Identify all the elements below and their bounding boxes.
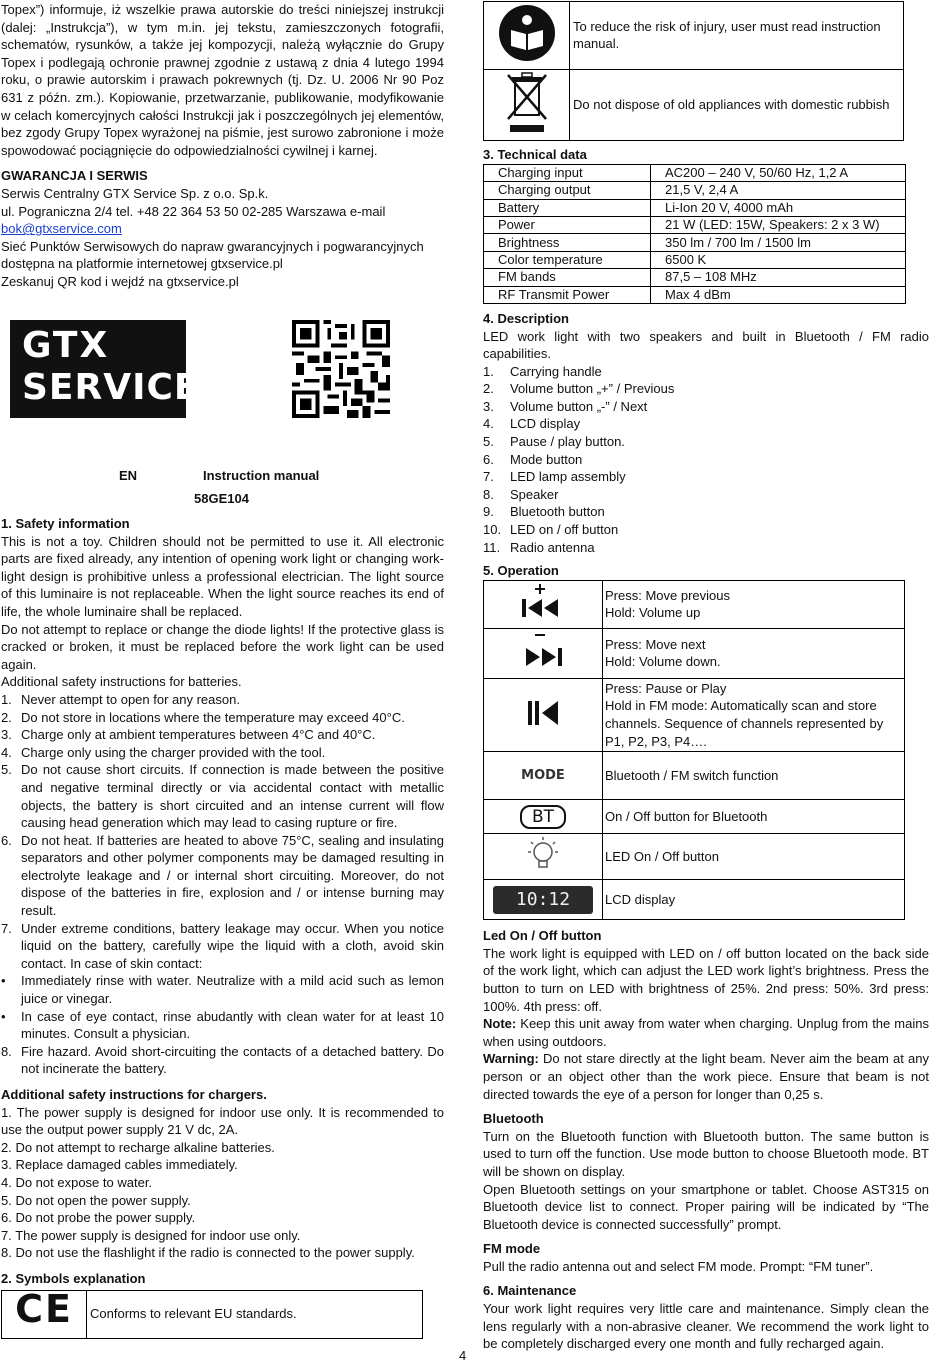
bluetooth-paragraph: Turn on the Bluetooth function with Bluetooth button. The same button is used to turn off the function. Use mode button to choose Bluetooth mode. BT will be shown on display. — [483, 1128, 929, 1179]
section-heading: 5. Operation — [483, 563, 559, 579]
symbol-description: Do not dispose of old appliances with domestic rubbish — [570, 69, 904, 141]
read-manual-icon — [484, 2, 570, 70]
manual-title: Instruction manual — [203, 468, 320, 483]
mode-icon: MODE — [484, 752, 603, 800]
table-row: Charging output 21,5 V, 2,4 A — [484, 182, 906, 199]
warranty-email-link[interactable]: bok@gtxservice.com — [1, 221, 122, 237]
gtx-service-logo — [10, 320, 200, 418]
section-heading: Additional safety instructions for chargers. — [1, 1087, 267, 1102]
bluetooth-paragraph: Open Bluetooth settings on your smartphone or tablet. Choose AST315 on Bluetooth device list to connect. Proper pairing will be indicated by “The Bluetooth device is connected successfully” prompt. — [483, 1181, 929, 1232]
warranty-network: Sieć Punktów Serwisowych do napraw gwarancyjnych i pogwarancyjnych dostępna na platformie internetowej gtxservice.pl — [1, 238, 424, 272]
table-row: Brightness 350 lm / 700 lm / 1500 lm — [484, 234, 906, 251]
charger-item: 8. Do not use the flashlight if the radio is connected to the power supply. — [1, 1245, 415, 1261]
list-item: 3. Volume button „-” / Next — [483, 398, 648, 414]
section-heading: FM mode — [483, 1241, 541, 1257]
bulb-icon — [484, 834, 603, 880]
list-item: 6. Mode button — [483, 451, 583, 467]
table-row: MODE Bluetooth / FM switch function — [484, 752, 905, 800]
list-item: 7. LED lamp assembly — [483, 469, 626, 485]
fm-paragraph: Pull the radio antenna out and select FM mode. Prompt: “FM tuner”. — [483, 1258, 874, 1274]
list-item: 6. Do not heat. If batteries are heated to above 75°C, sealing and insulating separators and other polymer components may be damaged resulting in electrolyte leakage and / or internal short circuiting. Moreover, do not dispose of the batteries in fire, explosion and / or intense burning may result. — [1, 832, 444, 919]
list-item: 7. Under extreme conditions, battery leakage may occur. When you notice liquid on the battery, carefully wipe the liquid with a cloth, avoid skin contact. In case of skin contact: — [1, 920, 444, 971]
list-item: 10. LED on / off button — [483, 522, 619, 538]
table-row: FM bands 87,5 – 108 MHz — [484, 269, 906, 286]
logo-line: GTX — [22, 325, 110, 366]
charger-item: 4. Do not expose to water. — [1, 1174, 153, 1190]
list-item: 1. Carrying handle — [483, 363, 602, 379]
bullet-item: • In case of eye contact, rinse abudantly with clean water for at least 10 minutes. Consult a physician. — [1, 1008, 444, 1042]
table-row: 10:12 LCD display — [484, 880, 905, 920]
symbols-table — [1, 1287, 423, 1339]
safety-section — [1, 515, 444, 1339]
section-heading: Led On / Off button — [483, 928, 602, 944]
list-item: 11. Radio antenna — [483, 539, 595, 555]
language-code: EN — [119, 468, 138, 483]
list-item: 8. Fire hazard. Avoid short-circuiting the contacts of a detached battery. Do not incinerate the battery. — [1, 1043, 444, 1077]
table-row: Charging input AC200 – 240 V, 50/60 Hz, 1,2 A — [484, 164, 906, 181]
technical-data-table — [483, 164, 906, 304]
section-heading: 6. Maintenance — [483, 1283, 577, 1299]
list-item: 9. Bluetooth button — [483, 504, 605, 520]
table-row: Battery Li-Ion 20 V, 4000 mAh — [484, 199, 906, 216]
list-item: 2. Volume button „+” / Previous — [483, 381, 675, 397]
model-number: 58GE104 — [194, 491, 249, 506]
logo-line: SERVICE — [22, 367, 200, 408]
charger-item: 5. Do not open the power supply. — [1, 1192, 191, 1208]
list-item: 3. Charge only at ambient temperatures between 4°C and 40°C. — [1, 727, 376, 743]
play-pause-icon — [484, 678, 603, 751]
warranty-heading: GWARANCJA I SERWIS — [1, 168, 148, 184]
table-row: Color temperature 6500 K — [484, 251, 906, 268]
safety-paragraph: Additional safety instructions for batteries. — [1, 674, 242, 690]
safety-paragraph: Do not attempt to replace or change the diode lights! If the protective glass is cracked or broken, it must be replaced before the work light can be used again. — [1, 621, 444, 672]
charger-item: 1. The power supply is designed for indoor use only. It is recommended to use the output power supply 21 V dc, 2A. — [1, 1104, 444, 1138]
list-item: 5. Pause / play button. — [483, 434, 625, 450]
list-item: 5. Do not cause short circuits. If connection is made between the positive and negative terminal directly or via accidental contact with metallic objects, the battery is short circuited and an intense current will flow causing head generation which may lead to casing rupture or fire. — [1, 762, 444, 831]
section-heading: 2. Symbols explanation — [1, 1270, 146, 1286]
lcd-icon: 10:12 — [484, 880, 603, 920]
list-item: 8. Speaker — [483, 486, 559, 502]
table-row: Press: Move previous Hold: Volume up — [484, 580, 905, 628]
next-minus-icon — [484, 628, 603, 678]
safety-paragraph: This is not a toy. Children should not be permitted to use it. All electronic parts are fixed already, any intention of opening work light or changing work-light design is prohibitive unless a professional electrician. The light source of this luminaire is not replaceable. When the light source reaches its end of life, the whole luminaire shall be replaced. — [1, 533, 444, 619]
table-row: LED On / Off button — [484, 834, 905, 880]
symbols-table — [483, 1, 904, 141]
warning-paragraph: Warning: Do not stare directly at the light beam. Never aim the beam at any person or an object other than the work piece. Ensure that beam is not directed towards the eye of a person for longer than 0,25 s. — [483, 1051, 929, 1102]
note-paragraph: Note: Keep this unit away from water when charging. Unplug from the mains when using outdoors. — [483, 1016, 929, 1049]
led-paragraph: The work light is equipped with LED on / off button located on the back side of the work light, which can adjust the LED work light’s brightness. Press the button to turn on LED with brightness of 25%. 2nd press: 50%. 3rd press: 100%. 4th press: off. — [483, 945, 929, 1014]
operation-table — [483, 580, 905, 920]
copyright-paragraph: Topex”) informuje, iż wszelkie prawa autorskie do treści niniejszej instrukcji (dalej: „Instrukcja”), w tym m.in. jej tekstu, zamieszczonych fotografii, schematów, rysunków, a także jej kompozycji, należą wyłącznie do Grupy Topex i podlegają ochronie prawnej zgodnie z ustawą z dnia 4 lutego 1994 roku, o prawie autorskim i prawach pokrewnych (tj. Dz. U. 2006 Nr 90 Poz 631 z późn. zm.). Kopiowanie, przetwarzanie, publikowanie, modyfikowanie w celach komercyjnych całości Instrukcji jak i poszczególnych jej elementów, bez zgody Grupy Topex wyrażonej na piśmie, jest surowo zabronione i może spowodować pociągnięcie do odpowiedzialności cywilnej i karnej. — [1, 2, 444, 158]
table-row: Power 21 W (LED: 15W, Speakers: 2 x 3 W) — [484, 216, 906, 233]
table-row: RF Transmit Power Max 4 dBm — [484, 286, 906, 303]
description-text: LED work light with two speakers and built in Bluetooth / FM radio capabilities. — [483, 328, 929, 362]
charger-item: 6. Do not probe the power supply. — [1, 1210, 196, 1226]
qr-code[interactable] — [291, 320, 391, 418]
right-column — [483, 0, 929, 1353]
bullet-item: • Immediately rinse with water. Neutralize with a mild acid such as lemon juice or vinegar. — [1, 973, 444, 1007]
left-column — [1, 0, 444, 291]
crossed-bin-icon — [484, 69, 570, 141]
bt-icon: BT — [484, 800, 603, 834]
section-heading: 1. Safety information — [1, 516, 130, 531]
charger-item: 7. The power supply is designed for indoor use only. — [1, 1227, 301, 1243]
maintenance-paragraph: Your work light requires very little care and maintenance. Simply clean the lens regularly with a non-abrasive cleaner. We recommend the work light to be completely discharged every one month and fully recharged again. — [483, 1301, 929, 1352]
parts-list — [483, 363, 929, 557]
table-row: BT On / Off button for Bluetooth — [484, 800, 905, 834]
warranty-line: Serwis Centralny GTX Service Sp. z o.o. Sp.k. — [1, 185, 269, 201]
section-heading: 3. Technical data — [483, 147, 587, 163]
list-item: 4. Charge only using the charger provided with the tool. — [1, 744, 326, 760]
page-number: 4 — [459, 1348, 467, 1363]
ce-mark-icon: CE — [2, 1290, 87, 1338]
section-heading: 4. Description — [483, 310, 569, 326]
table-row: Press: Move next Hold: Volume down. — [484, 628, 905, 678]
battery-list — [1, 691, 444, 973]
battery-list — [1, 1043, 444, 1078]
symbol-description: To reduce the risk of injury, user must read instruction manual. — [570, 2, 904, 70]
section-heading: Bluetooth — [483, 1111, 544, 1127]
list-item: 2. Do not store in locations where the temperature may exceed 40°C. — [1, 709, 405, 725]
symbol-description: Conforms to relevant EU standards. — [87, 1290, 423, 1338]
warranty-address: ul. Pograniczna 2/4 tel. +48 22 364 53 50 02-285 Warszawa e-mail — [1, 203, 386, 219]
list-item: 4. LCD display — [483, 416, 581, 432]
warranty-qr-text: Zeskanuj QR kod i wejdź na gtxservice.pl — [1, 273, 239, 289]
charger-item: 2. Do not attempt to recharge alkaline batteries. — [1, 1139, 275, 1155]
table-row: Press: Pause or Play Hold in FM mode: Automatically scan and store channels. Sequence of channels represented by P1, P2, P3, P4…. — [484, 678, 905, 751]
charger-item: 3. Replace damaged cables immediately. — [1, 1157, 238, 1173]
previous-plus-icon — [484, 580, 603, 628]
list-item: 1. Never attempt to open for any reason. — [1, 691, 240, 707]
